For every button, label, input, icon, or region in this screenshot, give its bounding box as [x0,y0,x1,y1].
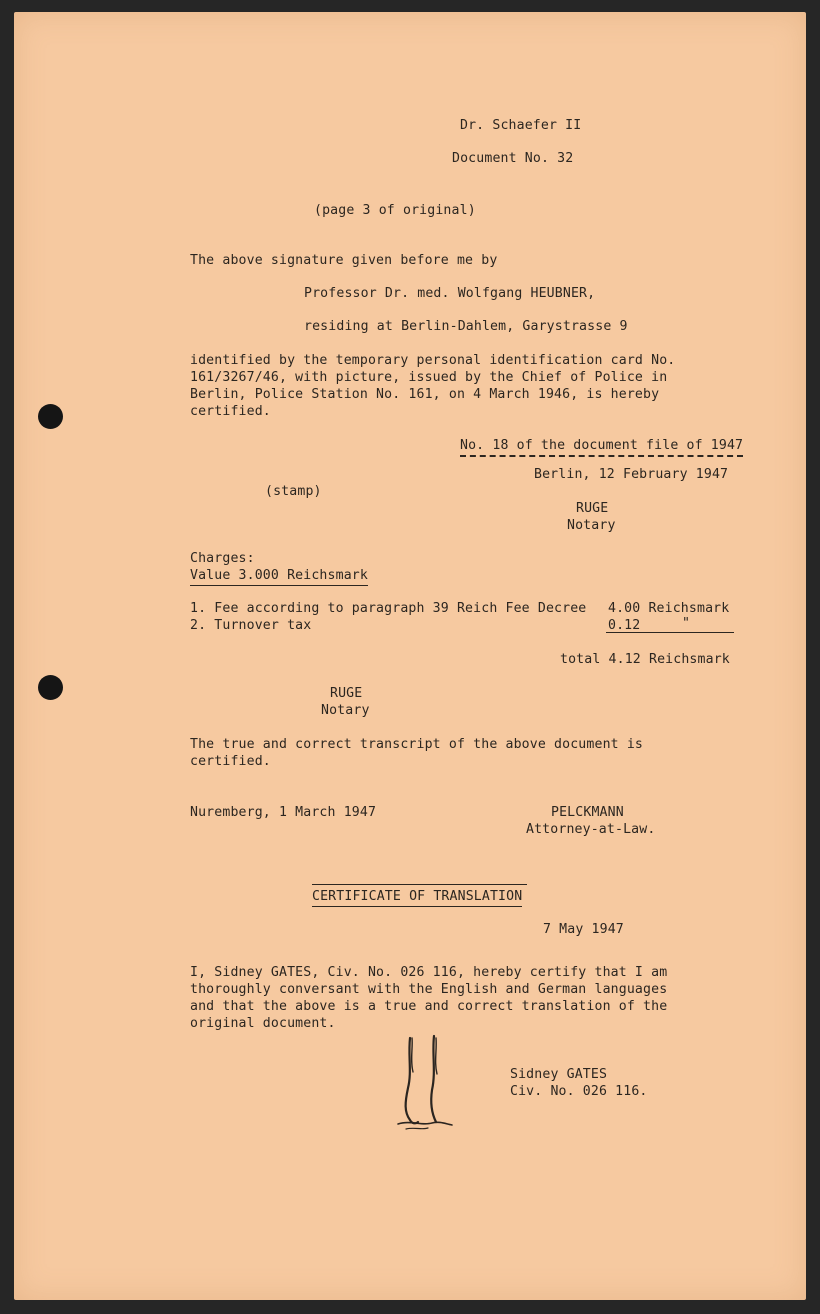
punch-hole-top [38,404,63,429]
certificate-date: 7 May 1947 [543,922,624,937]
attorney-title: Attorney-at-Law. [526,822,656,837]
charge-item-label: 2. Turnover tax [190,618,312,633]
notary-title: Notary [321,703,370,718]
charge-item-amount: 0.12 [608,618,641,633]
charges-value: Value 3.000 Reichsmark [190,567,368,586]
certificate-line: I, Sidney GATES, Civ. No. 026 116, hereby certify that I am [190,965,668,980]
certificate-overline [312,884,527,885]
certificate-line: and that the above is a true and correct translation of the [190,999,668,1014]
notary-name: RUGE [576,501,609,516]
transcript-line: certified. [190,754,271,769]
stamp-note: (stamp) [265,484,322,499]
page-note: (page 3 of original) [314,203,476,218]
sum-rule [606,632,734,633]
header-reference: Dr. Schaefer II [460,118,582,133]
attestation-place-date: Berlin, 12 February 1947 [534,467,729,482]
punch-hole-bottom [38,675,63,700]
attestation-name: Professor Dr. med. Wolfgang HEUBNER, [304,286,596,301]
id-line: 161/3267/46, with picture, issued by the Chief of Police in [190,370,668,385]
document-number: Document No. 32 [452,151,574,166]
id-line: identified by the temporary personal identification card No. [190,353,676,368]
signer-civ-number: Civ. No. 026 116. [510,1084,648,1099]
attestation-residence: residing at Berlin-Dahlem, Garystrasse 9 [304,319,628,334]
signer-name: Sidney GATES [510,1067,608,1082]
certificate-line: original document. [190,1016,336,1031]
handwritten-signature [392,1032,456,1136]
transcript-place-date: Nuremberg, 1 March 1947 [190,805,377,820]
document-file-note: No. 18 of the document file of 1947 [460,437,743,457]
attorney-name: PELCKMANN [551,805,624,820]
notary-title: Notary [567,518,616,533]
certificate-line: thoroughly conversant with the English and German languages [190,982,668,997]
ditto-mark: " [682,616,691,631]
attestation-intro: The above signature given before me by [190,253,498,268]
certificate-title: CERTIFICATE OF TRANSLATION [312,888,522,907]
id-line: certified. [190,404,271,419]
charges-heading: Charges: [190,551,255,566]
id-line: Berlin, Police Station No. 161, on 4 March 1946, is hereby [190,387,660,402]
charges-total: total 4.12 Reichsmark [560,652,730,667]
charge-item-label: 1. Fee according to paragraph 39 Reich Fee Decree [190,601,587,616]
notary-name: RUGE [330,686,363,701]
charge-item-amount: 4.00 Reichsmark [608,601,730,616]
transcript-line: The true and correct transcript of the above document is [190,737,644,752]
